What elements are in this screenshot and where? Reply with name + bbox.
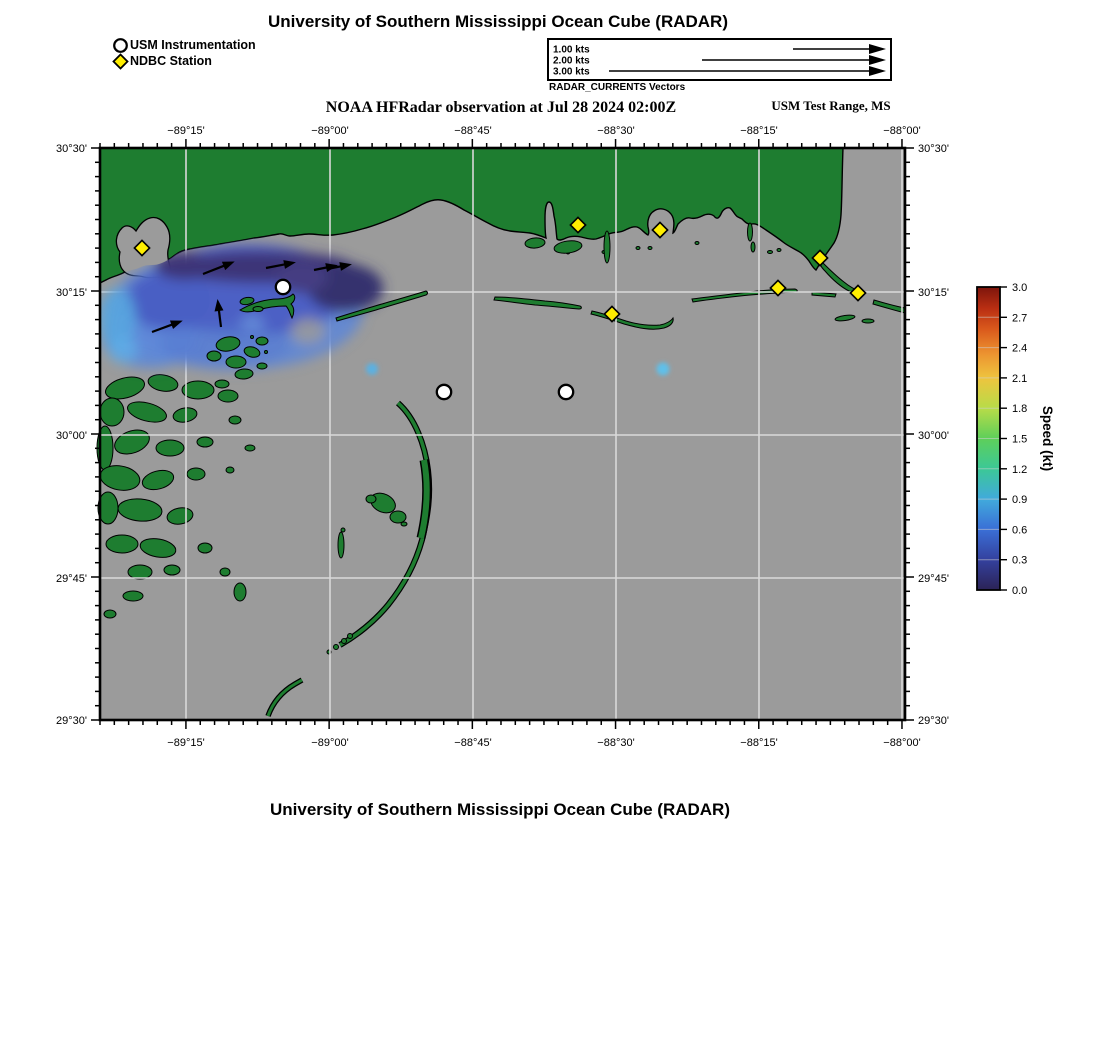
usm-circle-icon xyxy=(112,37,129,54)
legend-item-usm xyxy=(112,37,256,53)
speed-colorbar xyxy=(977,282,1055,597)
lon-label-bottom: −89°15' xyxy=(167,737,205,749)
page-title-bottom: University of Southern Mississippi Ocean Cube (RADAR) xyxy=(269,800,730,819)
colorbar-axis-label: Speed (kt) xyxy=(1040,405,1055,472)
region-label: USM Test Range, MS xyxy=(771,98,891,113)
legend-item-ndbc xyxy=(112,53,212,69)
scale-entry-label: 3.00 kts xyxy=(553,66,590,78)
lon-label-bottom: −88°00' xyxy=(883,737,921,749)
vector-scale-arrows xyxy=(549,40,890,79)
lat-label-right: 30°15' xyxy=(918,287,949,299)
lat-label-right: 30°30' xyxy=(918,143,949,155)
lat-label-left: 29°45' xyxy=(56,573,87,585)
scale-arrow-head xyxy=(869,66,886,76)
vector-scale-box xyxy=(547,38,892,81)
usm-instrument-marker xyxy=(276,280,290,294)
legend-label-ndbc: NDBC Station xyxy=(130,54,212,68)
lat-label-right: 29°45' xyxy=(918,573,949,585)
colorbar-tick-label: 1.5 xyxy=(1012,433,1028,446)
scale-entry-label: 1.00 kts xyxy=(553,44,590,56)
observation-subtitle: NOAA HFRadar observation at Jul 28 2024 02:00Z xyxy=(325,99,677,116)
vector-scale-caption: RADAR_CURRENTS Vectors xyxy=(549,82,686,93)
colorbar-tick-label: 0.6 xyxy=(1012,524,1028,537)
lat-label-right: 30°00' xyxy=(918,430,949,442)
scale-arrow-head xyxy=(869,55,886,65)
colorbar-tick-label: 2.7 xyxy=(1012,312,1028,325)
colorbar-tick-label: 1.8 xyxy=(1012,403,1028,416)
lon-label-bottom: −89°00' xyxy=(311,737,349,749)
lat-label-left: 30°15' xyxy=(56,287,87,299)
page-title-top: University of Southern Mississippi Ocean Cube (RADAR) xyxy=(267,12,728,31)
lon-label-top: −89°15' xyxy=(167,125,205,137)
colorbar-tick-label: 0.0 xyxy=(1012,585,1028,597)
colorbar-tick-label: 2.4 xyxy=(1012,342,1028,355)
lon-label-bottom: −88°30' xyxy=(597,737,635,749)
colorbar-tick-label: 0.3 xyxy=(1012,554,1028,567)
lon-label-top: −88°45' xyxy=(454,125,492,137)
lat-label-right: 29°30' xyxy=(918,715,949,727)
colorbar-tick-label: 3.0 xyxy=(1012,282,1028,294)
lon-label-bottom: −88°45' xyxy=(454,737,492,749)
lon-label-bottom: −88°15' xyxy=(740,737,778,749)
colorbar-tick-label: 0.9 xyxy=(1012,494,1028,507)
legend-label-usm: USM Instrumentation xyxy=(130,38,256,52)
ndbc-diamond-icon xyxy=(112,53,129,70)
scale-arrow-head xyxy=(869,44,886,54)
lon-label-top: −89°00' xyxy=(311,125,349,137)
usm-instrument-marker xyxy=(559,385,573,399)
lat-label-left: 30°30' xyxy=(56,143,87,155)
colorbar-tick-label: 1.2 xyxy=(1012,463,1028,476)
scale-entry-label: 2.00 kts xyxy=(553,55,590,67)
lon-label-top: −88°00' xyxy=(883,125,921,137)
lon-label-top: −88°30' xyxy=(597,125,635,137)
lat-label-left: 30°00' xyxy=(56,430,87,442)
usm-instrument-marker xyxy=(437,385,451,399)
colorbar-tick-label: 2.1 xyxy=(1012,372,1028,385)
lat-label-left: 29°30' xyxy=(56,715,87,727)
lon-label-top: −88°15' xyxy=(740,125,778,137)
